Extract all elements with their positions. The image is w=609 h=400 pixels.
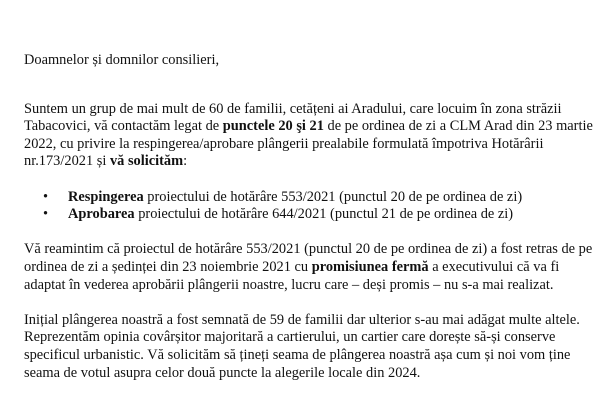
bullet-icon: • [43, 188, 49, 205]
list-item-text: proiectului de hotărâre 553/2021 (punctul 20 de pe ordinea de zi) [143, 188, 523, 205]
paragraph-text: de pe ordinea de zi a CLM Arad din 23 martie 2022, cu privire la respingerea/aprobare plângerii prealabile formulată împotriva Hotărârii nr.173/2021 și [24, 118, 593, 170]
request-list [24, 189, 604, 224]
greeting: Doamnelor și domnilor consilieri, [24, 52, 220, 68]
paragraph-closing: Inițial plângerea noastră a fost semnată de 59 de familii dar ulterior s-au mai adăgat multe altele. Reprezentăm opinia covârșitor majoritară a cartierului, un cartier care dorește să-și conserve specificul urbanistic. Vă solicităm să țineți seama de plângerea noastră așa cum și noi vom ține seama de votul asupra celor două puncte la alegerile locale din 2024. [24, 311, 580, 381]
bold-agenda-points: punctele 20 şi 21 [222, 118, 324, 135]
list-item-bold: Aprobarea [68, 206, 135, 223]
bold-request: vă solicităm [109, 153, 184, 170]
list-item [24, 189, 604, 207]
bold-firm-promise: promisiunea fermă [311, 258, 429, 275]
list-item [24, 206, 604, 224]
letter-body [24, 52, 604, 382]
paragraph-text: a executivului că va fi adaptat în vederea aprobării plângerii noastre, lucru care – deși promis – nu s-a mai realizat. [24, 258, 560, 293]
paragraph-text: Vă reamintim că proiectul de hotărâre 553/2021 (punctul 20 de pe ordinea de zi) a fost retras de pe ordinea de zi a ședinței din 23 noiembrie 2021 cu [24, 241, 593, 275]
bullet-icon: • [43, 206, 49, 223]
list-item-bold: Respingerea [68, 188, 144, 205]
paragraph-text: : [183, 153, 188, 170]
paragraph-reminder [24, 241, 604, 294]
paragraph-text: Suntem un grup de mai mult de 60 de familii, cetățeni ai Aradului, care locuim în zona străzii Tabacovici, vă contactăm legat de [24, 100, 562, 135]
list-item-text: proiectului de hotărâre 644/2021 (punctul 21 de pe ordinea de zi) [134, 206, 514, 223]
paragraph-request [24, 101, 604, 171]
